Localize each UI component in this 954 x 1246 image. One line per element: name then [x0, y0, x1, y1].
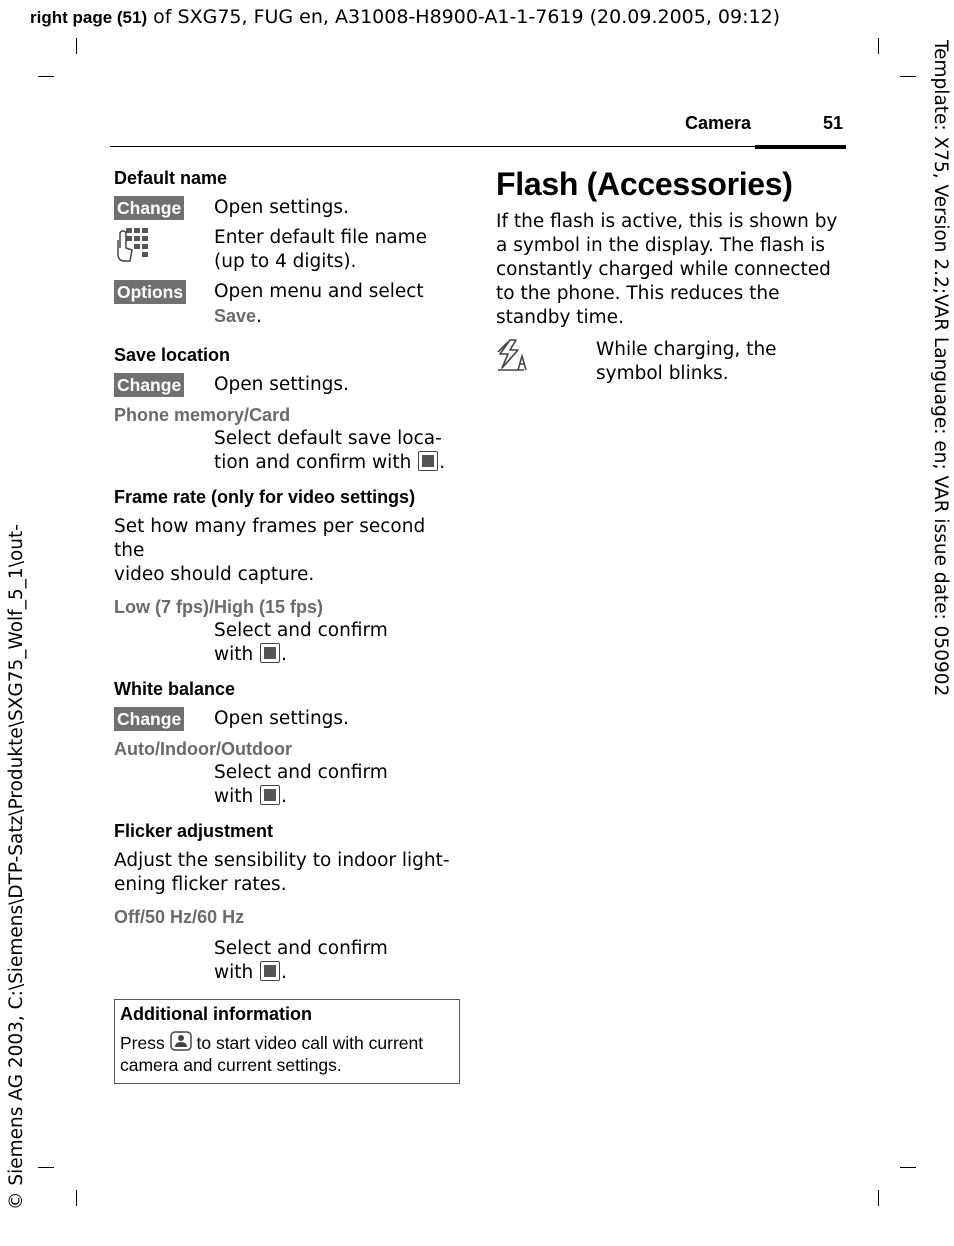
change-description: Open settings.	[214, 197, 349, 218]
template-side-note	[923, 40, 954, 740]
confirm-key-icon	[418, 451, 438, 471]
option-60hz: 60 Hz	[197, 907, 245, 927]
running-head	[110, 110, 845, 147]
option-separator: /	[192, 907, 198, 927]
frame-rate-heading: Frame rate (only for video settings)	[114, 487, 416, 507]
print-header	[30, 6, 780, 28]
crop-mark	[38, 1167, 54, 1168]
intro-line: video should capture.	[114, 564, 315, 585]
frame-rate-description	[214, 619, 460, 667]
flash-symbol-row	[496, 338, 841, 386]
right-column	[496, 166, 841, 392]
option-high-fps: High (15 fps)	[214, 597, 324, 617]
default-name-change-row	[114, 196, 460, 220]
white-balance-change-row	[114, 707, 460, 731]
period: .	[256, 306, 262, 327]
intro-line: Adjust the sensibility to indoor light-	[114, 850, 450, 871]
intro-line: a symbol in the display. The flash is	[496, 235, 826, 256]
options-softkey: Options	[114, 280, 186, 304]
template-side-text: Template: X75, Version 2.2;VAR Language: en; VAR issue date: 050902	[930, 40, 951, 697]
flash-charging-icon	[496, 338, 534, 372]
option-auto: Auto	[114, 739, 155, 759]
copyright-side-note	[0, 500, 36, 1210]
white-balance-options	[114, 737, 460, 761]
save-location-change-row	[114, 373, 460, 397]
flicker-intro	[114, 849, 460, 897]
intro-line: ening flicker rates.	[114, 874, 287, 895]
intro-line: standby time.	[496, 307, 624, 328]
white-balance-heading: White balance	[114, 679, 236, 699]
options-description	[214, 280, 424, 329]
option-phone-memory: Phone memory	[114, 405, 245, 425]
save-location-heading: Save location	[114, 345, 231, 365]
change-softkey: Change	[114, 373, 184, 397]
flicker-description	[214, 937, 460, 985]
change-softkey: Change	[114, 196, 184, 220]
info-text: Press	[120, 1033, 165, 1053]
info-text: to start video call with current	[196, 1033, 424, 1053]
confirm-key-icon	[260, 785, 280, 805]
additional-info-box	[114, 999, 460, 1084]
save-menu-item: Save	[214, 306, 257, 326]
option-50hz: 50 Hz	[145, 907, 193, 927]
keypad-description	[214, 226, 427, 274]
period: .	[281, 644, 288, 665]
option-card: Card	[249, 405, 291, 425]
intro-line: Set how many frames per second the	[114, 516, 426, 561]
crop-mark	[900, 1167, 916, 1168]
save-location-options	[114, 403, 460, 427]
copyright-side-text: © Siemens AG 2003, C:\Siemens\DTP-Satz\Produkte\SXG75_Wolf_5_1\out-	[6, 524, 27, 1210]
option-separator: /	[216, 739, 222, 759]
option-separator: /	[209, 597, 215, 617]
info-text: camera and current settings.	[120, 1055, 342, 1075]
confirm-key-icon	[260, 961, 280, 981]
period: .	[439, 452, 446, 473]
option-separator: /	[154, 739, 160, 759]
period: .	[281, 962, 288, 983]
keypad-desc-line: Enter default file name	[214, 227, 428, 248]
left-column	[114, 166, 460, 1084]
section-heading: Flash (Accessories)	[496, 166, 793, 202]
option-off: Off	[114, 907, 140, 927]
intro-line: If the flash is active, this is shown by	[496, 211, 838, 232]
flash-intro	[496, 210, 841, 330]
confirm-key-icon	[260, 643, 280, 663]
desc-line: Select and confirm	[214, 762, 388, 783]
crop-mark	[900, 76, 916, 77]
chapter-title: Camera	[684, 113, 751, 133]
desc-line: Select and confirm	[214, 938, 388, 959]
desc-line: Select and confirm	[214, 620, 388, 641]
default-name-heading: Default name	[114, 168, 228, 188]
option-outdoor: Outdoor	[221, 739, 292, 759]
desc-line: with	[214, 786, 254, 807]
option-indoor: Indoor	[160, 739, 216, 759]
white-balance-description	[214, 761, 460, 809]
crop-mark	[76, 1190, 77, 1206]
desc-line: with	[214, 644, 254, 665]
period: .	[281, 786, 288, 807]
crop-mark	[38, 76, 54, 77]
info-box-title: Additional information	[120, 1004, 312, 1024]
desc-line: While charging, the	[596, 339, 777, 360]
default-name-options-row	[114, 280, 460, 329]
desc-line: with	[214, 962, 254, 983]
change-description: Open settings.	[214, 374, 349, 395]
option-low-fps: Low (7 fps)	[114, 597, 209, 617]
frame-rate-options	[114, 595, 460, 619]
keypad-desc-line: (up to 4 digits).	[214, 251, 357, 272]
flicker-heading: Flicker adjustment	[114, 821, 274, 841]
option-separator: /	[244, 405, 250, 425]
crop-mark	[76, 38, 77, 54]
flash-symbol-description	[596, 338, 777, 386]
page-number: 51	[822, 113, 843, 133]
video-call-key-icon	[170, 1031, 192, 1051]
desc-line: tion and confirm with	[214, 452, 412, 473]
intro-line: to the phone. This reduces the	[496, 283, 780, 304]
change-softkey: Change	[114, 707, 184, 731]
print-header-rest: of SXG75, FUG en, A31008-H8900-A1-1-7619 (20.09.2005, 09:12)	[147, 6, 781, 28]
desc-line: Select default save loca-	[214, 428, 442, 449]
default-name-keypad-row	[114, 226, 460, 274]
change-description: Open settings.	[214, 708, 349, 729]
save-location-description	[214, 427, 460, 475]
options-desc-line: Open menu and select	[214, 281, 424, 302]
desc-line: symbol blinks.	[596, 363, 729, 384]
print-header-bold: right page (51)	[30, 8, 148, 27]
option-separator: /	[140, 907, 146, 927]
keypad-icon	[114, 226, 150, 264]
flicker-options	[114, 905, 460, 929]
crop-mark	[878, 1190, 879, 1206]
frame-rate-intro	[114, 515, 460, 587]
intro-line: constantly charged while connected	[496, 259, 831, 280]
crop-mark	[878, 38, 879, 54]
page-number-rule	[755, 145, 846, 149]
